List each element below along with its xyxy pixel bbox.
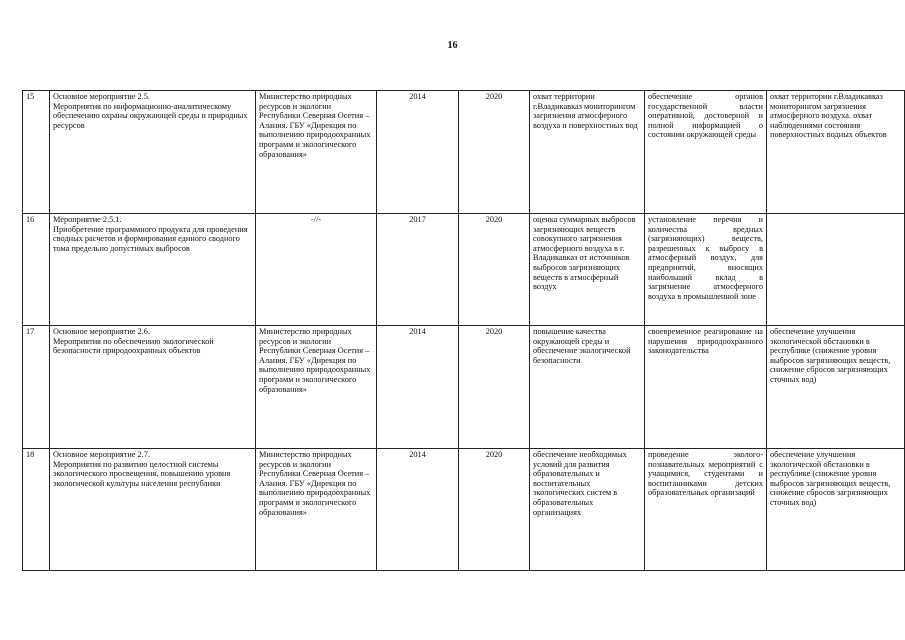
start-year-cell-text: 2014 bbox=[409, 327, 426, 336]
indicators-cell-text: обеспечение улучшения экологической обстановки в республике (снижение уровня выбросов загрязняющих веществ, снижение сбросов загрязняющих сточных вод) bbox=[770, 327, 891, 384]
consequences-cell-text: проведение эколого-познавательных мероприятий с учащимися, студентами и воспитанниками детских образовательных организаций bbox=[648, 450, 763, 498]
measure-cell-text: Мероприятие 2.5.1. bbox=[53, 215, 122, 224]
executor-cell-text: Министерство природных ресурсов и экологии Республики Северная Осетия – Алания. ГБУ «Дирекция по выполнению природоохранных программ и экологического образования» bbox=[259, 450, 371, 517]
start-year-cell bbox=[377, 449, 459, 571]
expected-result-cell-text: оценка суммарных выбросов загрязняющих веществ совокупного загрязнения атмосферного воздуха в г. Владикавказ от источников выбросов загрязняющих веществ в атмосферный воздух bbox=[533, 215, 636, 292]
end-year-cell-text: 2020 bbox=[485, 327, 503, 336]
start-year-cell-text: 2014 bbox=[409, 92, 426, 101]
row-number-cell-text: 16 bbox=[26, 215, 35, 224]
end-year-cell-text: 2020 bbox=[485, 450, 503, 459]
table-row bbox=[23, 214, 905, 326]
executor-cell-text: -//- bbox=[310, 215, 322, 224]
indicators-cell bbox=[767, 91, 905, 214]
executor-cell-text: Министерство природных ресурсов и экологии Республики Северная Осетия – Алания. ГБУ «Дирекция по выполнению природоохранных программ и экологического образования» bbox=[259, 92, 371, 159]
row-number-cell bbox=[23, 326, 50, 449]
consequences-cell bbox=[645, 91, 767, 214]
consequences-cell bbox=[645, 449, 767, 571]
executor-cell bbox=[256, 449, 377, 571]
end-year-cell bbox=[459, 326, 530, 449]
consequences-cell-text: установление перечня и количества вредных (загрязняющих) веществ, разрешенных к выбросу в атмосферный воздух, для предприятий, вносящих наибольший вклад в загрязнение атмосферного воздуха в промышленной зоне bbox=[648, 215, 763, 301]
row-number-cell bbox=[23, 214, 50, 326]
measure-cell bbox=[50, 214, 256, 326]
measure-cell-text: Основное мероприятие 2.6. bbox=[53, 327, 150, 336]
table-row bbox=[23, 91, 905, 214]
page-number: 16 bbox=[447, 40, 458, 51]
expected-result-cell-text: обеспечение необходимых условий для развития образовательных и воспитательных экологических систем в образовательных организациях bbox=[533, 450, 627, 517]
end-year-cell-text: 2020 bbox=[485, 215, 503, 224]
measure-cell bbox=[50, 326, 256, 449]
measure-description: Приобретение программного продукта для проведения сводных расчетов и формирования единого сводного тома предельно допустимых выбросов bbox=[53, 224, 248, 253]
consequences-cell bbox=[645, 214, 767, 326]
start-year-cell bbox=[377, 326, 459, 449]
measures-table bbox=[22, 90, 905, 571]
end-year-cell bbox=[459, 449, 530, 571]
row-number-cell bbox=[23, 91, 50, 214]
measure-cell-text: Основное мероприятие 2.7. bbox=[53, 450, 150, 459]
start-year-cell bbox=[377, 91, 459, 214]
end-year-cell bbox=[459, 214, 530, 326]
measure-cell bbox=[50, 449, 256, 571]
measure-cell bbox=[50, 91, 256, 214]
executor-cell bbox=[256, 214, 377, 326]
measure-description: Мероприятия по информационно-аналитическому обеспечению охраны окружающей среды и природных ресурсов bbox=[53, 101, 248, 130]
measure-description: Мероприятия по обеспечению экологической безопасности природоохранных объектов bbox=[53, 336, 214, 356]
start-year-cell-text: 2014 bbox=[409, 450, 426, 459]
executor-cell bbox=[256, 91, 377, 214]
indicators-cell bbox=[767, 214, 905, 326]
consequences-cell-text: своевременное реагирование на нарушения природоохранного законодательства bbox=[648, 327, 763, 356]
expected-result-cell-text: повышение качества окружающей среды и обеспечение экологической безопасности bbox=[533, 327, 631, 365]
row-number-cell-text: 18 bbox=[26, 450, 35, 459]
end-year-cell-text: 2020 bbox=[485, 92, 503, 101]
measure-cell-text: Основное мероприятие 2.5. bbox=[53, 92, 150, 101]
indicators-cell bbox=[767, 449, 905, 571]
indicators-cell bbox=[767, 326, 905, 449]
expected-result-cell bbox=[530, 214, 645, 326]
expected-result-cell bbox=[530, 326, 645, 449]
row-number-cell bbox=[23, 449, 50, 571]
consequences-cell-text: обеспечение органов государственной власти оперативной, достоверной и полной информацией о состоянии окружающей среды bbox=[648, 92, 763, 140]
row-number-cell-text: 17 bbox=[26, 327, 35, 336]
expected-result-cell bbox=[530, 449, 645, 571]
end-year-cell bbox=[459, 91, 530, 214]
row-number-cell-text: 15 bbox=[26, 92, 35, 101]
executor-cell bbox=[256, 326, 377, 449]
expected-result-cell-text: охват территории г.Владикавказ мониторингом загрязнения атмосферного воздуха и поверхностных вод bbox=[533, 92, 638, 130]
measure-description: Мероприятия по развитию целостной системы экологического просвещения, повышению уровня экологической культуры населения республики bbox=[53, 459, 231, 488]
table-row bbox=[23, 449, 905, 571]
table-row bbox=[23, 326, 905, 449]
consequences-cell bbox=[645, 326, 767, 449]
indicators-cell-text: охват территории г.Владикавказ мониторингом загрязнения атмосферного воздуха. охват наблюдениями состояния поверхностных водных объектов bbox=[770, 92, 887, 140]
start-year-cell-text: 2017 bbox=[409, 215, 426, 224]
expected-result-cell bbox=[530, 91, 645, 214]
indicators-cell-text: обеспечение улучшения экологической обстановки в республике (снижение уровня выбросов загрязняющих веществ, снижение сбросов загрязняющих сточных вод) bbox=[770, 450, 891, 507]
executor-cell-text: Министерство природных ресурсов и экологии Республики Северная Осетия – Алания. ГБУ «Дирекция по выполнению природоохранных программ и экологического образования» bbox=[259, 327, 371, 394]
start-year-cell bbox=[377, 214, 459, 326]
table-body bbox=[23, 91, 905, 571]
